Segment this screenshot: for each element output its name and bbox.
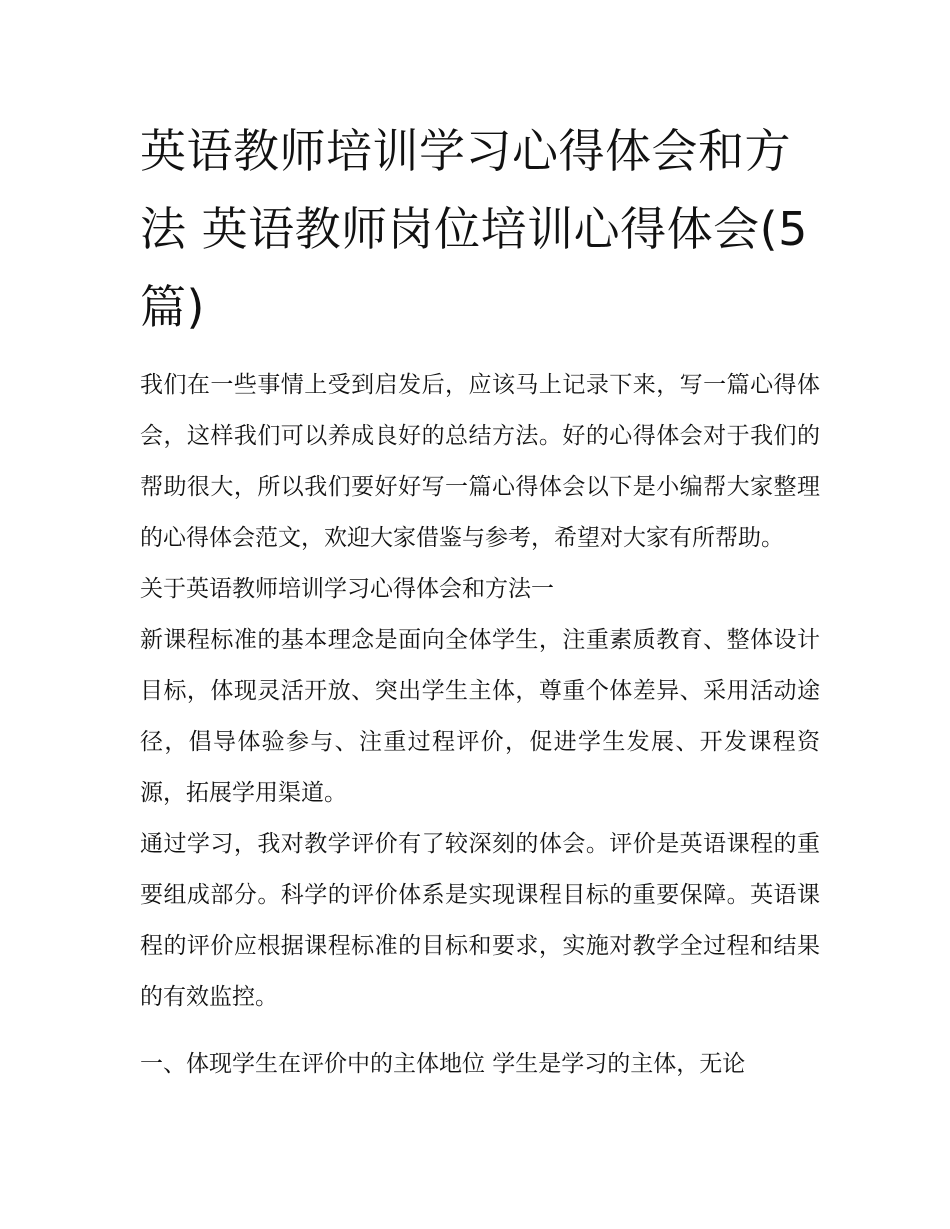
intro-paragraph: 我们在一些事情上受到启发后，应该马上记录下来，写一篇心得体会，这样我们可以养成良好的总结方法。好的心得体会对于我们的帮助很大，所以我们要好好写一篇心得体会以下是小编帮大家整理的心得体会范文，欢迎大家借鉴与参考，希望对大家有所帮助。: [140, 372, 820, 551]
body-paragraph: 通过学习，我对教学评价有了较深刻的体会。评价是英语课程的重要组成部分。科学的评价体系是实现课程目标的重要保障。英语课程的评价应根据课程标准的目标和要求，实施对教学全过程和结果的有效监控。: [140, 831, 820, 1010]
body-paragraph: 一、体现学生在评价中的主体地位 学生是学习的主体，无论: [140, 1051, 746, 1077]
document-title: 英语教师培训学习心得体会和方法 英语教师岗位培训心得体会(5篇): [140, 124, 808, 334]
document-body: [140, 112, 820, 1090]
body-paragraph: 新课程标准的基本理念是面向全体学生，注重素质教育、整体设计目标，体现灵活开放、突出学生主体，尊重个体差异、采用活动途径，倡导体验参与、注重过程评价，促进学生发展、开发课程资源，拓展学用渠道。: [140, 627, 820, 806]
section-heading: 关于英语教师培训学习心得体会和方法一: [140, 576, 554, 602]
